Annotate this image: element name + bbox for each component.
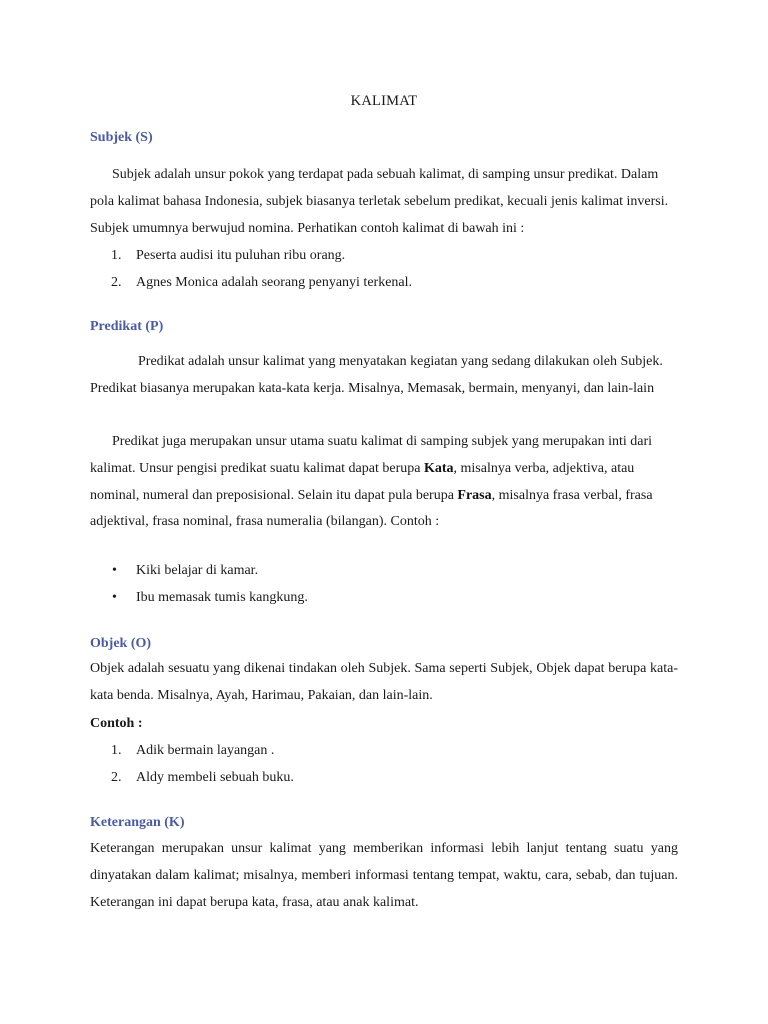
heading-objek: Objek (O) xyxy=(90,636,152,651)
document-title: KALIMAT xyxy=(350,93,418,109)
list-item-text: Ibu memasak tumis kangkung. xyxy=(136,590,308,605)
list-item-text: Adik bermain layangan . xyxy=(136,743,275,758)
list-subjek-examples xyxy=(90,242,678,296)
list-item xyxy=(90,764,678,791)
list-item-text: Aldy membeli sebuah buku. xyxy=(136,770,294,785)
heading-keterangan: Keterangan (K) xyxy=(90,815,185,830)
list-predikat-examples xyxy=(90,557,678,611)
paragraph-subjek: Subjek adalah unsur pokok yang terdapat pada sebuah kalimat, di samping unsur predikat. Dalam pola kalimat bahasa Indonesia, subjek biasanya terletak sebelum predikat, kecuali jenis kalimat inversi. Subjek umumnya berwujud nomina. Perhatikan contoh kalimat di bawah ini : xyxy=(90,167,669,236)
paragraph-text: , misalnya verba, adjektiva, atau nominal, numeral dan preposisional. Selain itu dapat pula berupa xyxy=(90,460,635,503)
bold-term-kata: Kata xyxy=(423,460,454,476)
list-item xyxy=(90,584,678,611)
list-item xyxy=(90,557,678,584)
list-marker: 1. xyxy=(111,248,122,263)
paragraph-predikat-1: Predikat adalah unsur kalimat yang menyatakan kegiatan yang sedang dilakukan oleh Subjek. Predikat biasanya merupakan kata-kata kerja. Misalnya, Memasak, bermain, menyanyi, dan lain-lain xyxy=(90,354,663,396)
list-marker: 2. xyxy=(111,275,122,290)
paragraph-text: Predikat juga merupakan unsur utama suatu kalimat di samping subjek yang merupakan inti dari kalimat. Unsur pengisi predikat suatu kalimat dapat berupa xyxy=(90,434,653,476)
list-item xyxy=(90,737,678,764)
list-item xyxy=(90,269,678,296)
list-item-text: Kiki belajar di kamar. xyxy=(136,563,259,578)
paragraph-objek: Objek adalah sesuatu yang dikenai tindakan oleh Subjek. Sama seperti Subjek, Objek dapat berupa kata-kata benda. Misalnya, Ayah, Harimau, Pakaian, dan lain-lain. xyxy=(90,661,678,703)
list-item-text: Peserta audisi itu puluhan ribu orang. xyxy=(136,248,346,263)
bold-term-frasa: Frasa xyxy=(457,487,492,503)
bullet-icon: • xyxy=(112,590,117,605)
list-objek-examples xyxy=(90,737,678,791)
heading-predikat: Predikat (P) xyxy=(90,319,164,334)
bullet-icon: • xyxy=(112,563,117,578)
list-item-text: Agnes Monica adalah seorang penyanyi terkenal. xyxy=(136,275,413,290)
contoh-label: Contoh : xyxy=(90,716,143,731)
list-item xyxy=(90,242,678,269)
paragraph-text: , misalnya frasa verbal, frasa adjektival, frasa nominal, frasa numeralia (bilangan). Contoh : xyxy=(90,487,653,530)
list-marker: 2. xyxy=(111,770,122,785)
heading-subjek: Subjek (S) xyxy=(90,130,153,145)
paragraph-predikat-2 xyxy=(90,429,678,536)
paragraph-keterangan: Keterangan merupakan unsur kalimat yang memberikan informasi lebih lanjut tentang suatu yang dinyatakan dalam kalimat; misalnya, memberi informasi tentang tempat, waktu, cara, sebab, dan tujuan. Keterangan ini dapat berupa kata, frasa, atau anak kalimat. xyxy=(90,841,678,910)
list-marker: 1. xyxy=(111,743,122,758)
